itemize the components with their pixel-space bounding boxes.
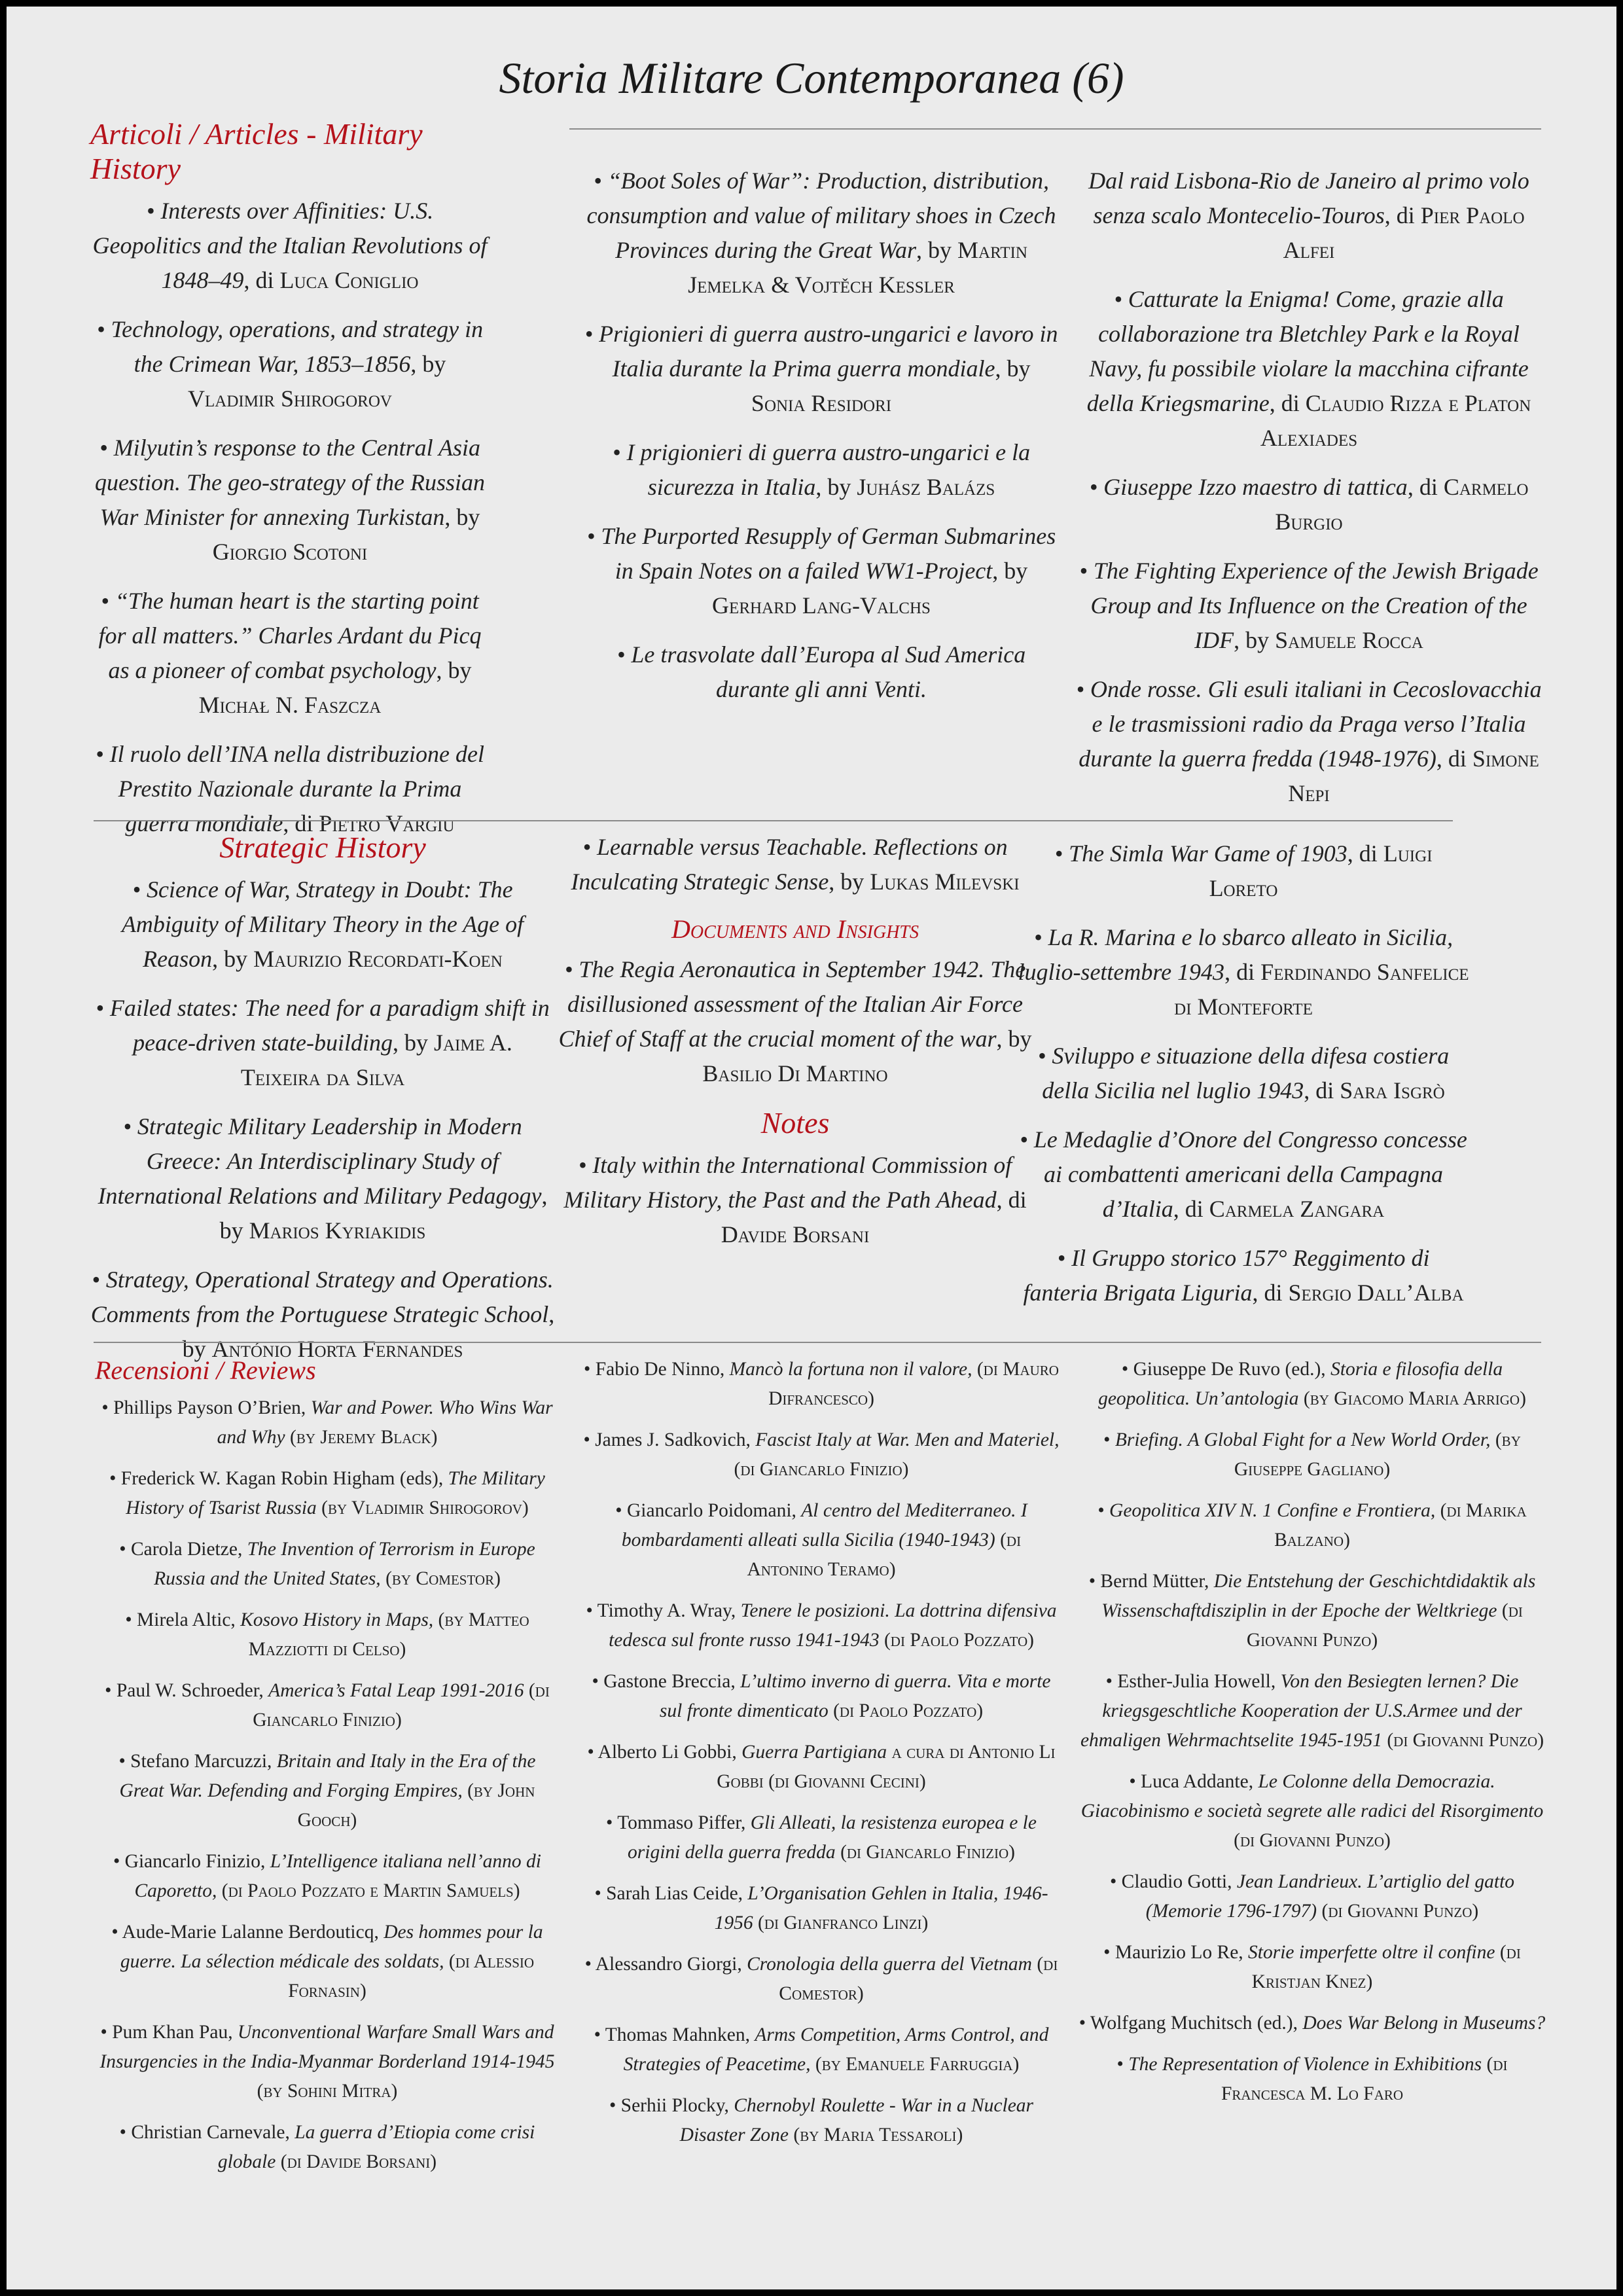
entry-by: by bbox=[1004, 558, 1028, 584]
entry-by: by bbox=[448, 657, 472, 683]
entry-author: Maurizio Recordati-Koen bbox=[253, 946, 503, 972]
articles-entry: • The Purported Resupply of German Submarines in Spain Notes on a failed WW1-Project, by Gerhard Lang-Valchs bbox=[586, 523, 1056, 619]
review-author: • Gastone Breccia, bbox=[592, 1671, 741, 1692]
entry-author: Gerhard Lang-Valchs bbox=[712, 592, 931, 619]
review-title: Des hommes pour la guerre. La sélection médicale des soldats, bbox=[120, 1922, 543, 1972]
review-reviewer: (di Giovanni Punzo) bbox=[1321, 1901, 1479, 1922]
entry-title: • Italy within the International Commission of Military History, the Past and the Path Ahead bbox=[563, 1152, 1012, 1213]
entry-author: Pietro Vargiu bbox=[319, 810, 455, 836]
review-entry bbox=[582, 1496, 1060, 1585]
review-reviewer: (by John Gooch) bbox=[297, 1780, 535, 1831]
review-entry bbox=[95, 1918, 560, 2006]
review-reviewer: (di Giovanni Punzo) bbox=[1246, 1600, 1523, 1651]
entry-by: by bbox=[1007, 355, 1031, 382]
strategic-entry: • Learnable versus Teachable. Reflections on Inculcating Strategic Sense, by Lukas Milevski bbox=[571, 834, 1020, 895]
review-author: • bbox=[1116, 2054, 1129, 2075]
entry-by: by bbox=[1245, 627, 1270, 653]
entry-author: Samuele Rocca bbox=[1275, 627, 1423, 653]
review-title: Briefing. A Global Fight for a New World Order, bbox=[1115, 1429, 1491, 1450]
notes-entry: • Italy within the International Commission of Military History, the Past and the Path Ahead, di Davide Borsani bbox=[563, 1152, 1027, 1247]
review-author: • Giuseppe De Ruvo (ed.), bbox=[1121, 1359, 1331, 1380]
section-documents: Documents and Insights bbox=[671, 914, 919, 944]
review-entry bbox=[95, 2118, 560, 2177]
review-author: • Wolfgang Muchitsch (ed.), bbox=[1079, 2013, 1303, 2034]
review-entry bbox=[1077, 1355, 1548, 1414]
review-entry bbox=[582, 2091, 1060, 2150]
review-reviewer: (by Emanuele Farruggia) bbox=[815, 2054, 1020, 2075]
review-author: • Paul W. Schroeder, bbox=[105, 1680, 269, 1701]
review-title: Gli Alleati, la resistenza europea e le origini della guerra fredda bbox=[628, 1812, 1037, 1863]
entry-author: Pier Paolo Alfei bbox=[1283, 202, 1525, 263]
entry-title: • I prigionieri di guerra austro-ungarici e la sicurezza in Italia bbox=[612, 439, 1031, 500]
review-author: • Pum Khan Pau, bbox=[100, 2022, 238, 2043]
review-title: Cronologia della guerra del Vietnam bbox=[747, 1954, 1032, 1975]
review-author: • Stefano Marcuzzi, bbox=[118, 1751, 277, 1772]
review-title: L’Intelligence italiana nell’anno di Caporetto, bbox=[134, 1851, 541, 1901]
review-title: Does War Belong in Museums? bbox=[1302, 2013, 1546, 2034]
review-entry bbox=[1077, 1496, 1548, 1555]
articles-entry: • Il ruolo dell’INA nella distribuzione del Prestito Nazionale durante la Prima guerra mondiale, di Pietro Vargiu bbox=[96, 741, 484, 836]
review-reviewer: (di Giancarlo Finizio) bbox=[734, 1459, 909, 1480]
review-reviewer: (di Francesca M. Lo Faro bbox=[1221, 2054, 1508, 2104]
entry-author: Carmela Zangara bbox=[1209, 1196, 1385, 1222]
review-entry bbox=[95, 1747, 560, 1835]
articles-entry: • Onde rosse. Gli esuli italiani in Cecoslovacchia e le trasmissioni radio da Praga verso l’Italia durante la guerra fredda (1948-1976), di Simone Nepi bbox=[1076, 676, 1542, 806]
entry-title: • Strategic Military Leadership in Modern Greece: An Interdisciplinary Study of International Relations and Military Pedagogy bbox=[98, 1113, 542, 1209]
entry-title: • The Purported Resupply of German Submarines in Spain Notes on a failed WW1-Project bbox=[586, 523, 1056, 584]
strategic-rule bbox=[94, 1342, 1541, 1343]
entry-title: • Learnable versus Teachable. Reflections on Inculcating Strategic Sense bbox=[571, 834, 1008, 895]
review-entry bbox=[1077, 1867, 1548, 1926]
review-author: • Alberto Li Gobbi, bbox=[587, 1742, 742, 1763]
entry-title: • The Regia Aeronautica in September 1942. The disillusioned assessment of the Italian Air Force Chief of Staff at the crucial moment of the war bbox=[558, 956, 1026, 1052]
section-reviews: Recensioni / Reviews bbox=[95, 1355, 316, 1385]
entry-title: • Il Gruppo storico 157° Reggimento di fanteria Brigata Liguria bbox=[1023, 1245, 1430, 1306]
review-author: • Esther-Julia Howell, bbox=[1105, 1671, 1281, 1692]
entry-by: by bbox=[827, 474, 851, 500]
review-entry bbox=[95, 1393, 560, 1452]
entry-title: • Giuseppe Izzo maestro di tattica bbox=[1089, 474, 1408, 500]
entry-author: Claudio Rizza e Platon Alexiades bbox=[1260, 390, 1531, 451]
review-entry bbox=[582, 1950, 1060, 2009]
review-title: Jean Landrieux. L’artiglio del gatto (Memorie 1796-1797) bbox=[1145, 1871, 1515, 1922]
review-reviewer: (by Comestor) bbox=[385, 1568, 501, 1589]
entry-by: di bbox=[1359, 840, 1378, 867]
review-title: America’s Fatal Leap 1991-2016 bbox=[268, 1680, 524, 1701]
entry-author: Sara Isgrò bbox=[1340, 1077, 1445, 1103]
review-reviewer: (di Giovanni Punzo) bbox=[1234, 1830, 1391, 1851]
review-reviewer: (by Vladimir Shirogorov) bbox=[321, 1498, 529, 1518]
entry-by: by bbox=[840, 869, 865, 895]
review-author: • Maurizio Lo Re, bbox=[1103, 1942, 1249, 1963]
articles-col-1 bbox=[90, 117, 490, 855]
entry-title: • The Simla War Game of 1903 bbox=[1054, 840, 1347, 867]
review-title: War and Power. Who Wins War and Why bbox=[217, 1397, 553, 1448]
reviews-col-1 bbox=[95, 1355, 560, 2189]
review-entry bbox=[582, 1738, 1060, 1797]
entry-title: • “The human heart is the starting point for all matters.” Charles Ardant du Picq as a pioneer of combat psychology bbox=[98, 588, 482, 683]
entry-author: Luigi Loreto bbox=[1209, 840, 1433, 901]
entry-by: di bbox=[1419, 474, 1438, 500]
review-reviewer: (by Giacomo Maria Arrigo) bbox=[1303, 1388, 1526, 1409]
review-reviewer: (di Giovanni Punzo) bbox=[1387, 1730, 1544, 1751]
entry-author: Simone Nepi bbox=[1288, 745, 1539, 806]
review-reviewer: (by Maria Tessaroli) bbox=[793, 2125, 963, 2145]
review-title: Kosovo History in Maps, bbox=[240, 1609, 434, 1630]
entry-title: • Prigionieri di guerra austro-ungarici e lavoro in Italia durante la Prima guerra mondiale bbox=[584, 321, 1058, 382]
review-title: The Invention of Terrorism in Europe Russia and the United States, bbox=[154, 1539, 535, 1589]
entry-title: • Interests over Affinities: U.S. Geopolitics and the Italian Revolutions of 1848–49 bbox=[92, 198, 488, 293]
review-reviewer: (di Alessio Fornasin) bbox=[288, 1951, 535, 2001]
review-reviewer: (di Comestor) bbox=[779, 1954, 1058, 2004]
entry-title: Dal raid Lisbona-Rio de Janeiro al primo volo senza scalo Montecelio-Touros bbox=[1088, 168, 1529, 228]
review-reviewer: (by Sohini Mitra) bbox=[257, 2081, 398, 2102]
entry-by: di bbox=[1008, 1187, 1027, 1213]
review-reviewer: (di Antonino Teramo) bbox=[747, 1530, 1022, 1580]
entry-by: di bbox=[294, 810, 313, 836]
entry-by: by bbox=[404, 1030, 428, 1056]
strategic-entry: • Il Gruppo storico 157° Reggimento di fanteria Brigata Liguria, di Sergio Dall’Alba bbox=[1023, 1245, 1464, 1306]
articles-entry: • Milyutin’s response to the Central Asia question. The geo-strategy of the Russian War Minister for annexing Turkistan, by Giorgio Scotoni bbox=[95, 435, 485, 565]
strategic-col-1 bbox=[90, 830, 555, 1381]
review-author: • Claudio Gotti, bbox=[1109, 1871, 1237, 1892]
entry-title: • Failed states: The need for a paradigm shift in peace-driven state-building bbox=[96, 995, 550, 1056]
entry-by: di bbox=[1185, 1196, 1204, 1222]
entry-by: di bbox=[1281, 390, 1300, 416]
review-reviewer: (di Kristjan Knez) bbox=[1251, 1942, 1521, 1992]
review-reviewer: (di Giancarlo Finizio) bbox=[840, 1842, 1015, 1863]
documents-entry: • The Regia Aeronautica in September 1942. The disillusioned assessment of the Italian Air Force Chief of Staff at the crucial moment of the war, by Basilio Di Martino bbox=[558, 956, 1032, 1086]
entry-title: • Catturate la Enigma! Come, grazie alla collaborazione tra Bletchley Park e la Royal Navy, fu possibile violare la macchina cifrante della Kriegsmarine bbox=[1086, 286, 1529, 416]
review-author: • Luca Addante, bbox=[1129, 1771, 1258, 1792]
reviews-col-3 bbox=[1077, 1355, 1548, 2121]
review-title: L’Organisation Gehlen in Italia, 1946-1956 bbox=[714, 1883, 1048, 1933]
review-entry bbox=[1077, 1567, 1548, 1655]
review-entry bbox=[1077, 1667, 1548, 1755]
review-author: • Tommaso Piffer, bbox=[606, 1812, 751, 1833]
review-title: Storie imperfette oltre il confine bbox=[1248, 1942, 1495, 1963]
entry-by: di bbox=[255, 267, 274, 293]
review-author: • bbox=[1103, 1429, 1115, 1450]
review-entry bbox=[1077, 2050, 1548, 2109]
entry-author: Jaime A. Teixeira da Silva bbox=[240, 1030, 512, 1090]
entry-author: Vladimir Shirogorov bbox=[188, 386, 392, 412]
entry-title: • Il ruolo dell’INA nella distribuzione del Prestito Nazionale durante la Prima guerra mondiale bbox=[96, 741, 484, 836]
review-title: Fascist Italy at War. Men and Materiel, bbox=[755, 1429, 1060, 1450]
section-strategic: Strategic History bbox=[219, 831, 426, 864]
entry-by: di bbox=[1315, 1077, 1334, 1103]
review-entry bbox=[582, 1879, 1060, 1938]
review-entry bbox=[95, 1605, 560, 1664]
review-author: • Serhii Plocky, bbox=[609, 2095, 734, 2116]
review-reviewer: (di Gianfranco Linzi) bbox=[758, 1912, 929, 1933]
entry-title: • Science of War, Strategy in Doubt: The Ambiguity of Military Theory in the Age of Reason bbox=[121, 876, 524, 972]
articles-entry: • Interests over Affinities: U.S. Geopolitics and the Italian Revolutions of 1848–49, di Luca Coniglio bbox=[92, 198, 488, 293]
articles-entry: • “Boot Soles of War”: Production, distribution, consumption and value of military shoes in Czech Provinces during the Great War, by Martin Jemelka & Vojtěch Kessler bbox=[586, 168, 1056, 298]
review-entry bbox=[582, 1667, 1060, 1726]
entry-author: Davide Borsani bbox=[721, 1221, 870, 1247]
entry-by: di bbox=[1396, 202, 1415, 228]
entry-author: Giorgio Scotoni bbox=[212, 539, 368, 565]
strategic-col-3 bbox=[1018, 836, 1469, 1325]
review-entry bbox=[95, 1676, 560, 1735]
articles-entry: • I prigionieri di guerra austro-ungarici e la sicurezza in Italia, by Juhász Balázs bbox=[612, 439, 1031, 500]
entry-author: Basilio Di Martino bbox=[702, 1060, 888, 1086]
review-title: La guerra d’Etiopia come crisi globale bbox=[217, 2122, 535, 2172]
strategic-entry: • La R. Marina e lo sbarco alleato in Sicilia, luglio-settembre 1943, di Ferdinando Sanfelice di Monteforte bbox=[1018, 924, 1469, 1020]
review-reviewer: (di Paolo Pozzato e Martin Samuels) bbox=[221, 1880, 520, 1901]
review-entry bbox=[582, 1355, 1060, 1414]
strategic-entry: • The Simla War Game of 1903, di Luigi Loreto bbox=[1054, 840, 1433, 901]
review-reviewer: a cura di Antonio Li Gobbi (di Giovanni Cecini) bbox=[717, 1742, 1056, 1792]
review-title: L’ultimo inverno di guerra. Vita e morte sul fronte dimenticato bbox=[659, 1671, 1051, 1721]
review-title: Chernobyl Roulette - War in a Nuclear Disaster Zone bbox=[679, 2095, 1034, 2145]
articles-entry: • Technology, operations, and strategy in the Crimean War, 1853–1856, by Vladimir Shirogorov bbox=[96, 316, 484, 412]
entry-title: • Milyutin’s response to the Central Asia question. The geo-strategy of the Russian War Minister for annexing Turkistan bbox=[95, 435, 485, 530]
articles-col-3 bbox=[1070, 164, 1548, 825]
section-notes: Notes bbox=[760, 1106, 830, 1139]
review-title: Geopolitica XIV N. 1 Confine e Frontiera, bbox=[1109, 1500, 1436, 1521]
review-reviewer: (by Matteo Mazziotti di Celso) bbox=[248, 1609, 529, 1660]
entry-title: • Technology, operations, and strategy in the Crimean War, 1853–1856 bbox=[96, 316, 484, 377]
review-title: Von den Besiegten lernen? Die kriegsgeschtliche Kooperation der U.S.Armee und der ehmaligen Wehrmachtselite 1945-1951 bbox=[1080, 1671, 1522, 1751]
review-author: • Mirela Altic, bbox=[125, 1609, 241, 1630]
articles-entry: Dal raid Lisbona-Rio de Janeiro al primo volo senza scalo Montecelio-Touros, di Pier Paolo Alfei bbox=[1088, 168, 1529, 263]
review-entry bbox=[582, 1808, 1060, 1867]
articles-entry: • Giuseppe Izzo maestro di tattica, di Carmelo Burgio bbox=[1089, 474, 1529, 535]
review-author: • Aude-Marie Lalanne Berdouticq, bbox=[111, 1922, 384, 1943]
articles-entry bbox=[582, 637, 1060, 707]
articles-entry: • Prigionieri di guerra austro-ungarici e lavoro in Italia durante la Prima guerra mondiale, by Sonia Residori bbox=[584, 321, 1058, 416]
entry-title: • Le trasvolate dall’Europa al Sud America durante gli anni Venti. bbox=[616, 641, 1026, 702]
review-reviewer: (di Mauro Difrancesco) bbox=[768, 1359, 1059, 1409]
review-entry bbox=[1077, 1426, 1548, 1484]
review-reviewer: (di Paolo Pozzato) bbox=[883, 1630, 1034, 1651]
review-title: Guerra Partigiana bbox=[741, 1742, 887, 1763]
entry-by: by bbox=[456, 504, 480, 530]
entry-by: by bbox=[219, 1217, 243, 1244]
review-title: Le Colonne della Democrazia. Giacobinismo e società segrete alle radici del Risorgimento bbox=[1080, 1771, 1544, 1821]
entry-title: • Strategy, Operational Strategy and Operations. Comments from the Portuguese Strategic School bbox=[90, 1266, 554, 1327]
title-rule bbox=[569, 128, 1541, 130]
review-title: The Military History of Tsarist Russia bbox=[126, 1468, 545, 1518]
review-author: • Alessandro Giorgi, bbox=[584, 1954, 747, 1975]
review-title: Britain and Italy in the Era of the Great War. Defending and Forging Empires, bbox=[119, 1751, 536, 1801]
strategic-col-2 bbox=[556, 830, 1034, 1266]
review-entry bbox=[1077, 1938, 1548, 1997]
page bbox=[7, 7, 1616, 2289]
review-entry bbox=[95, 1847, 560, 1906]
review-author: • Christian Carnevale, bbox=[119, 2122, 295, 2143]
strategic-entry: • Strategy, Operational Strategy and Operations. Comments from the Portuguese Strategic School, by António Horta Fernandes bbox=[90, 1266, 555, 1362]
entry-title: • “Boot Soles of War”: Production, distribution, consumption and value of military shoes in Czech Provinces during the Great War bbox=[586, 168, 1056, 263]
entry-author: Carmelo Burgio bbox=[1275, 474, 1529, 535]
review-author: • Bernd Mütter, bbox=[1088, 1571, 1214, 1592]
entry-by: by bbox=[928, 237, 952, 263]
review-author: • Fabio De Ninno, bbox=[584, 1359, 730, 1380]
review-reviewer: (di Giancarlo Finizio) bbox=[253, 1680, 550, 1731]
review-author: • Giancarlo Finizio, bbox=[113, 1851, 270, 1872]
articles-entry: • The Fighting Experience of the Jewish Brigade Group and Its Influence on the Creation of the IDF, by Samuele Rocca bbox=[1079, 558, 1539, 653]
review-entry bbox=[582, 1596, 1060, 1655]
entry-by: di bbox=[1264, 1280, 1283, 1306]
strategic-entry: • Le Medaglie d’Onore del Congresso concesse ai combattenti americani della Campagna d’Italia, di Carmela Zangara bbox=[1020, 1126, 1467, 1222]
entry-title: • The Fighting Experience of the Jewish Brigade Group and Its Influence on the Creation of the IDF bbox=[1079, 558, 1539, 653]
review-entry bbox=[95, 1464, 560, 1523]
entry-by: di bbox=[1236, 959, 1255, 985]
review-entry bbox=[95, 1535, 560, 1594]
review-entry bbox=[1077, 2009, 1548, 2038]
review-entry bbox=[582, 1426, 1060, 1484]
entry-author: Michał N. Faszcza bbox=[198, 692, 382, 718]
articles-rule bbox=[94, 820, 1453, 821]
entry-author: Lukas Milevski bbox=[870, 869, 1020, 895]
strategic-entry: • Sviluppo e situazione della difesa costiera della Sicilia nel luglio 1943, di Sara Isgrò bbox=[1037, 1043, 1450, 1103]
review-author: • bbox=[1097, 1500, 1110, 1521]
review-entry bbox=[582, 2020, 1060, 2079]
review-author: • James J. Sadkovich, bbox=[583, 1429, 756, 1450]
strategic-entry: • Failed states: The need for a paradigm shift in peace-driven state-building, by Jaime A. Teixeira da Silva bbox=[96, 995, 550, 1090]
review-reviewer: (by Giuseppe Gagliano) bbox=[1234, 1429, 1521, 1480]
entry-title: • La R. Marina e lo sbarco alleato in Sicilia, luglio-settembre 1943 bbox=[1018, 924, 1454, 985]
review-title: Storia e filosofia della geopolitica. Un’antologia bbox=[1098, 1359, 1503, 1409]
review-title: The Representation of Violence in Exhibitions bbox=[1128, 2054, 1482, 2075]
review-reviewer: (by Jeremy Black) bbox=[290, 1427, 438, 1448]
entry-title: • Sviluppo e situazione della difesa costiera della Sicilia nel luglio 1943 bbox=[1037, 1043, 1450, 1103]
strategic-entry: • Strategic Military Leadership in Modern Greece: An Interdisciplinary Study of International Relations and Military Pedagogy, by Marios Kyriakidis bbox=[98, 1113, 548, 1244]
review-author: • Sarah Lias Ceide, bbox=[594, 1883, 748, 1904]
review-title: Al centro del Mediterraneo. I bombardamenti alleati sulla Sicilia (1940-1943) bbox=[621, 1500, 1027, 1551]
entry-author: Martin Jemelka & Vojtěch Kessler bbox=[688, 237, 1027, 298]
entry-by: by bbox=[1008, 1026, 1032, 1052]
entry-author: Sonia Residori bbox=[751, 390, 892, 416]
entry-by: by bbox=[182, 1336, 206, 1362]
review-author: • Timothy A. Wray, bbox=[586, 1600, 741, 1621]
entry-title: • Le Medaglie d’Onore del Congresso concesse ai combattenti americani della Campagna d’Italia bbox=[1020, 1126, 1467, 1222]
reviews-col-2 bbox=[582, 1355, 1060, 2162]
entry-author: Sergio Dall’Alba bbox=[1288, 1280, 1464, 1306]
articles-entry: • “The human heart is the starting point for all matters.” Charles Ardant du Picq as a pioneer of combat psychology, by Michał N. Faszcza bbox=[98, 588, 482, 718]
entry-by: by bbox=[224, 946, 248, 972]
review-reviewer: (di Marika Balzano) bbox=[1274, 1500, 1527, 1551]
page-title: Storia Militare Contemporanea (6) bbox=[499, 53, 1124, 103]
strategic-entry: • Science of War, Strategy in Doubt: The Ambiguity of Military Theory in the Age of Reason, by Maurizio Recordati-Koen bbox=[121, 876, 524, 972]
review-reviewer: (di Paolo Pozzato) bbox=[833, 1700, 984, 1721]
entry-author: Marios Kyriakidis bbox=[249, 1217, 426, 1244]
entry-by: by bbox=[422, 351, 446, 377]
review-title: Tenere le posizioni. La dottrina difensiva tedesca sul fronte russo 1941-1943 bbox=[609, 1600, 1057, 1651]
review-title: Unconventional Warfare Small Wars and Insurgencies in the India-Myanmar Borderland 1914-1945 bbox=[99, 2022, 555, 2072]
entry-author: António Horta Fernandes bbox=[211, 1336, 463, 1362]
review-author: • Frederick W. Kagan Robin Higham (eds), bbox=[109, 1468, 448, 1489]
review-title: Die Entstehung der Geschichtdidaktik als Wissenschaftdisziplin in der Epoche der Weltkriege bbox=[1101, 1571, 1536, 1621]
entry-title: • Onde rosse. Gli esuli italiani in Cecoslovacchia e le trasmissioni radio da Praga verso l’Italia durante la guerra fredda (1948-1976) bbox=[1076, 676, 1542, 772]
review-author: • Giancarlo Poidomani, bbox=[615, 1500, 802, 1521]
entry-author: Luca Coniglio bbox=[279, 267, 419, 293]
articles-entry: • Catturate la Enigma! Come, grazie alla collaborazione tra Bletchley Park e la Royal Navy, fu possibile violare la macchina cifrante della Kriegsmarine, di Claudio Rizza e Platon Alexiades bbox=[1086, 286, 1531, 451]
review-author: • Phillips Payson O’Brien, bbox=[101, 1397, 311, 1418]
entry-by: di bbox=[1448, 745, 1467, 772]
review-title: Arms Competition, Arms Control, and Strategies of Peacetime, bbox=[623, 2024, 1049, 2075]
articles-col-2 bbox=[582, 164, 1060, 721]
review-title: Mancò la fortuna non il valore, bbox=[729, 1359, 972, 1380]
review-author: • Carola Dietze, bbox=[119, 1539, 247, 1560]
review-author: • Thomas Mahnken, bbox=[594, 2024, 755, 2045]
review-entry bbox=[95, 2018, 560, 2106]
section-articles: Articoli / Articles - Military History bbox=[90, 117, 423, 185]
entry-author: Ferdinando Sanfelice di Monteforte bbox=[1174, 959, 1469, 1020]
entry-author: Juhász Balázs bbox=[857, 474, 995, 500]
review-entry bbox=[1077, 1767, 1548, 1856]
review-reviewer: (di Davide Borsani) bbox=[280, 2151, 437, 2172]
